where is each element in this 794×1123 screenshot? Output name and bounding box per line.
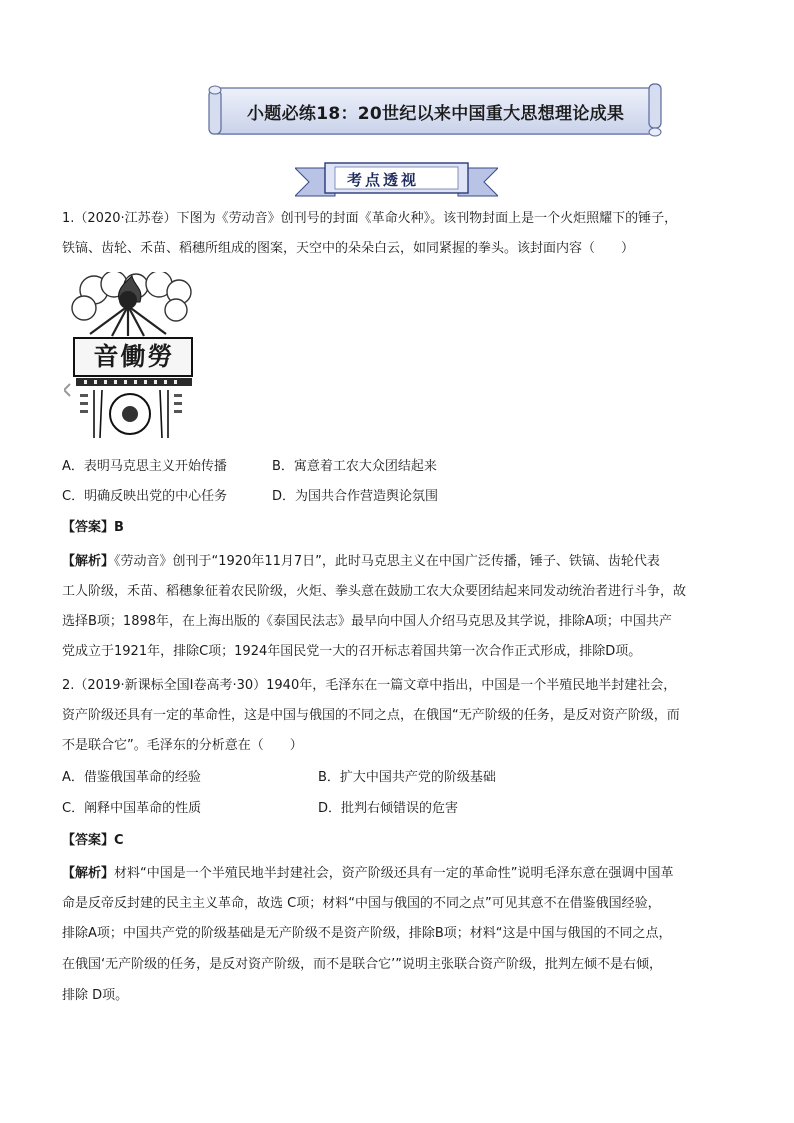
- q1-option-a: A．表明马克思主义开始传播: [62, 459, 227, 474]
- poster-image: [64, 272, 196, 442]
- q1-explanation-label: 【解析】: [62, 554, 115, 569]
- q2-stem-line2: 资产阶级还具有一定的革命性，这是中国与俄国的不同之点，在俄国“无产阶级的任务，是反对资产阶级，而: [62, 708, 680, 723]
- q2-explanation-line1: [62, 864, 674, 884]
- q1-explanation-line4: 党成立于1921年，排除C项；1924年国民党一大的召开标志着国共第一次合作正式形成，排除D项。: [62, 644, 642, 659]
- q2-explanation-text1: 材料“中国是一个半殖民地半封建社会，资产阶级还具有一定的革命性”说明毛泽东意在强调中国革: [114, 866, 674, 881]
- q2-explanation-label: 【解析】: [62, 866, 115, 881]
- q1-explanation-text1: 《劳动音》创刊于“1920年11月7日”，此时马克思主义在中国广泛传播，锤子、铁镐、齿轮代表: [114, 554, 660, 569]
- q1-option-d: D．为国共合作营造舆论氛围: [272, 489, 439, 504]
- q1-explanation-line1: [62, 552, 660, 572]
- q2-stem-line1: 2.（2019·新课标全国Ⅰ卷高考·30）1940年，毛泽东在一篇文章中指出，中国是一个半殖民地半封建社会，: [62, 678, 677, 693]
- q2-option-c: C．阐释中国革命的性质: [62, 801, 202, 816]
- section-badge: [295, 160, 498, 200]
- q2-explanation-line5: 排除 D项。: [62, 988, 129, 1003]
- q2-explanation-line4: 在俄国‘无产阶级的任务，是反对资产阶级，而不是联合它’”说明主张联合资产阶级，批判左倾不是右倾，: [62, 957, 663, 972]
- page-title: 小题必练18：20世纪以来中国重大思想理论成果: [247, 104, 625, 124]
- title-banner: [207, 80, 663, 142]
- q1-explanation-line2: 工人阶级，禾苗、稻穗象征着农民阶级，火炬、拳头意在鼓励工农大众要团结起来同发动统治者进行斗争，故: [62, 584, 687, 599]
- q2-option-a: A．借鉴俄国革命的经验: [62, 770, 201, 785]
- q2-explanation-line3: 排除A项；中国共产党的阶级基础是无产阶级不是资产阶级，排除B项；材料“这是中国与俄国的不同之点，: [62, 926, 672, 941]
- q2-answer: 【答案】C: [62, 833, 124, 848]
- q2-stem-line3: 不是联合它”。毛泽东的分析意在（ ）: [62, 738, 303, 753]
- q1-stem-line2: 铁镐、齿轮、禾苗、稻穗所组成的图案，天空中的朵朵白云，如同紧握的拳头。该封面内容（ ）: [62, 241, 635, 256]
- q2-option-b: B．扩大中国共产党的阶级基础: [318, 770, 496, 785]
- poster-title: 音働勞: [93, 342, 175, 371]
- q1-option-b: B．寓意着工农大众团结起来: [272, 459, 437, 474]
- q2-explanation-line2: 命是反帝反封建的民主主义革命，故选 C项；材料“中国与俄国的不同之点”可见其意不在借鉴俄国经验，: [62, 896, 661, 911]
- q1-explanation-line3: 选择B项；1898年，在上海出版的《泰国民法志》最早向中国人介绍马克思及其学说，排除A项；中国共产: [62, 614, 672, 629]
- q2-option-d: D．批判右倾错误的危害: [318, 801, 459, 816]
- q1-answer: 【答案】B: [62, 520, 124, 535]
- q1-stem-line1: 1.（2020·江苏卷）下图为《劳动音》创刊号的封面《革命火种》。该刊物封面上是一个火炬照耀下的锤子，: [62, 211, 678, 226]
- section-badge-label: 考点透视: [347, 171, 420, 189]
- q1-option-c: C．明确反映出党的中心任务: [62, 489, 228, 504]
